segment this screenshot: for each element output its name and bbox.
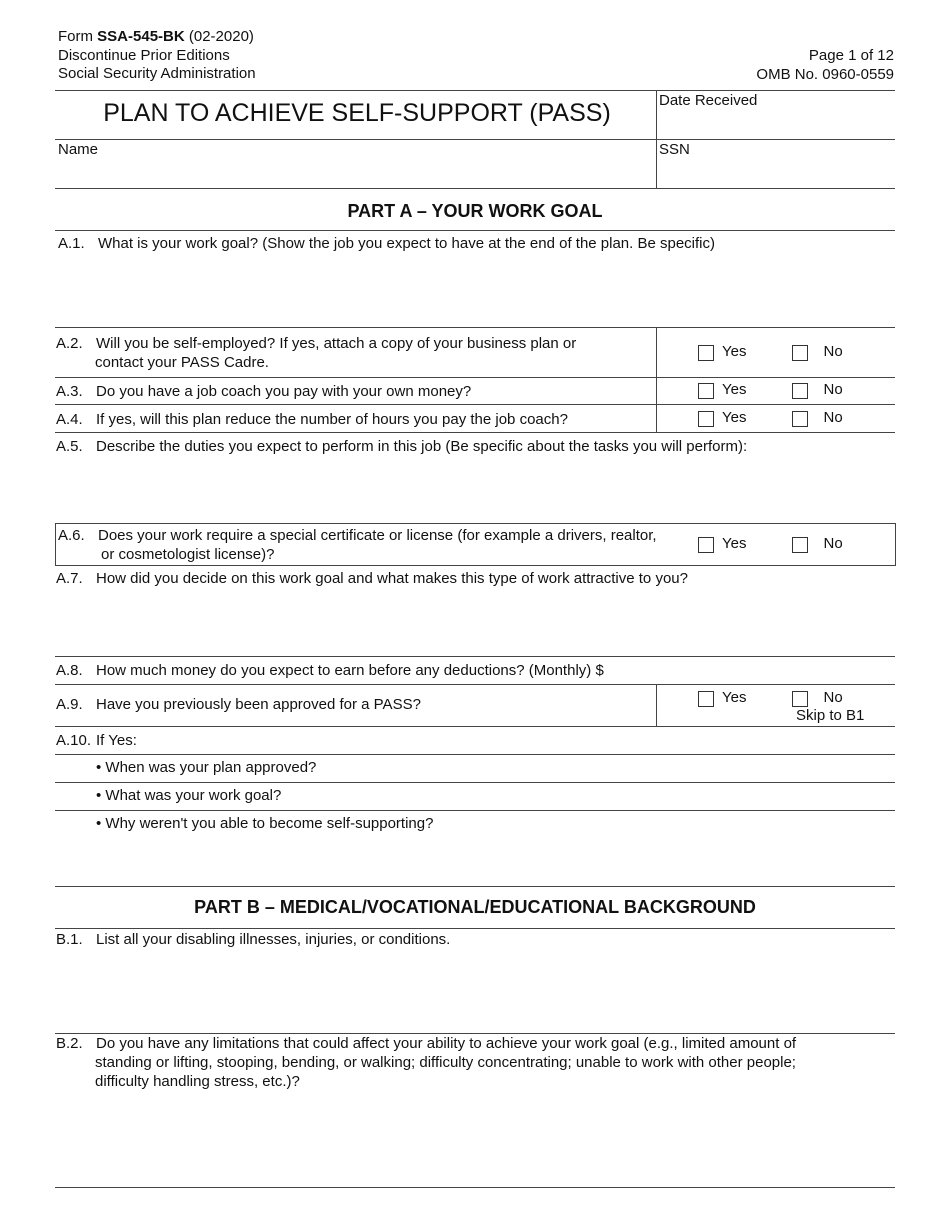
form-header-right	[756, 47, 894, 84]
agency-name: Social Security Administration	[58, 65, 256, 82]
a10-bullet-why: • Why weren't you able to become self-supporting?	[96, 815, 434, 832]
a9-no-checkbox[interactable]	[792, 691, 808, 707]
b2-answer-field[interactable]	[56, 1094, 895, 1186]
a4-no-option[interactable]: No	[792, 409, 842, 428]
a9-no-option[interactable]: No	[792, 689, 842, 708]
question-a6: A.6. Does your work require a special certificate or license (for example a drivers, realtor, or cosmetologist license)?	[58, 527, 657, 563]
question-b2: B.2. Do you have any limitations that could affect your ability to achieve your work goal (e.g., limited amount of standing or lifting, stooping, bending, or walking; difficulty concentrating; unable to work with other people; difficulty handling stress, etc.)?	[56, 1035, 797, 1090]
date-received-field[interactable]	[657, 108, 895, 139]
a10-why-field[interactable]	[56, 836, 895, 884]
a4-options	[698, 409, 843, 428]
question-a1: A.1. What is your work goal? (Show the job you expect to have at the end of the plan. Be specific)	[58, 235, 716, 252]
question-a5: A.5. Describe the duties you expect to perform in this job (Be specific about the tasks you will perform):	[56, 438, 748, 455]
divider	[55, 90, 895, 91]
form-title: PLAN TO ACHIEVE SELF-SUPPORT (PASS)	[103, 99, 611, 127]
a3-no-option[interactable]: No	[792, 381, 842, 400]
a2-no-checkbox[interactable]	[792, 345, 808, 361]
a9-skip-note: Skip to B1	[796, 707, 865, 724]
a8-amount-field[interactable]	[630, 660, 895, 682]
a2-options	[698, 343, 843, 362]
question-b1: B.1. List all your disabling illnesses, injuries, or conditions.	[56, 931, 451, 948]
form-number: SSA-545-BK	[97, 28, 185, 45]
a9-yes-checkbox[interactable]	[698, 691, 714, 707]
a3-yes-checkbox[interactable]	[698, 383, 714, 399]
a5-answer-field[interactable]	[56, 458, 895, 522]
a3-options	[698, 381, 843, 400]
divider	[656, 327, 657, 433]
ssn-field[interactable]	[657, 158, 895, 188]
a10-approved-field[interactable]	[330, 757, 895, 780]
divider	[55, 656, 895, 657]
divider	[55, 684, 895, 685]
a3-no-checkbox[interactable]	[792, 383, 808, 399]
divider	[55, 404, 895, 405]
part-a-heading: PART A – YOUR WORK GOAL	[347, 201, 603, 221]
a6-no-option[interactable]: No	[792, 535, 842, 554]
divider	[656, 684, 657, 726]
a9-yes-option[interactable]: Yes	[698, 689, 746, 708]
divider	[55, 230, 895, 231]
a9-options	[698, 689, 843, 708]
page-number: Page 1 of 12	[808, 47, 894, 64]
divider	[55, 377, 895, 378]
a6-yes-option[interactable]: Yes	[698, 535, 746, 554]
divider	[55, 810, 895, 811]
date-received-label: Date Received	[659, 92, 758, 109]
b1-answer-field[interactable]	[56, 952, 895, 1032]
question-a8: A.8. How much money do you expect to earn before any deductions? (Monthly) $	[56, 662, 604, 679]
a4-yes-option[interactable]: Yes	[698, 409, 746, 428]
question-a4: A.4. If yes, will this plan reduce the number of hours you pay the job coach?	[56, 411, 568, 428]
a4-no-checkbox[interactable]	[792, 411, 808, 427]
question-a7: A.7. How did you decide on this work goal and what makes this type of work attractive to you?	[56, 570, 688, 587]
a10-bullet-work-goal: • What was your work goal?	[96, 787, 282, 804]
a10-work-goal-field[interactable]	[295, 785, 895, 808]
editions-note: Discontinue Prior Editions	[58, 46, 230, 64]
ssn-label: SSN	[659, 141, 690, 158]
form-id: Form SSA-545-BK (02-2020)	[58, 28, 254, 45]
divider	[55, 1187, 895, 1188]
divider	[55, 139, 895, 140]
question-a9: A.9. Have you previously been approved for a PASS?	[56, 696, 421, 713]
a6-no-checkbox[interactable]	[792, 537, 808, 553]
divider	[55, 886, 895, 887]
a7-answer-field[interactable]	[56, 590, 895, 655]
a3-yes-option[interactable]: Yes	[698, 381, 746, 400]
question-a10: A.10. If Yes:	[56, 732, 137, 749]
divider	[55, 327, 895, 328]
divider	[55, 432, 895, 433]
a6-options	[698, 535, 843, 554]
name-field[interactable]	[56, 158, 655, 188]
a4-yes-checkbox[interactable]	[698, 411, 714, 427]
name-label: Name	[58, 141, 99, 158]
part-b-heading: PART B – MEDICAL/VOCATIONAL/EDUCATIONAL BACKGROUND	[194, 897, 756, 917]
divider	[55, 782, 895, 783]
question-a3: A.3. Do you have a job coach you pay with your own money?	[56, 383, 472, 400]
a1-answer-field[interactable]	[56, 256, 895, 326]
divider	[55, 726, 895, 727]
divider	[55, 928, 895, 929]
a2-yes-checkbox[interactable]	[698, 345, 714, 361]
form-header-left	[58, 28, 256, 84]
a10-bullet-approved: • When was your plan approved?	[96, 759, 317, 776]
question-a2: A.2. Will you be self-employed? If yes, attach a copy of your business plan or contact your PASS Cadre.	[56, 335, 577, 371]
divider	[55, 188, 895, 189]
a6-yes-checkbox[interactable]	[698, 537, 714, 553]
divider	[55, 754, 895, 755]
omb-number: OMB No. 0960-0559	[756, 65, 894, 83]
a2-no-option[interactable]: No	[792, 343, 842, 362]
a2-yes-option[interactable]: Yes	[698, 343, 746, 362]
